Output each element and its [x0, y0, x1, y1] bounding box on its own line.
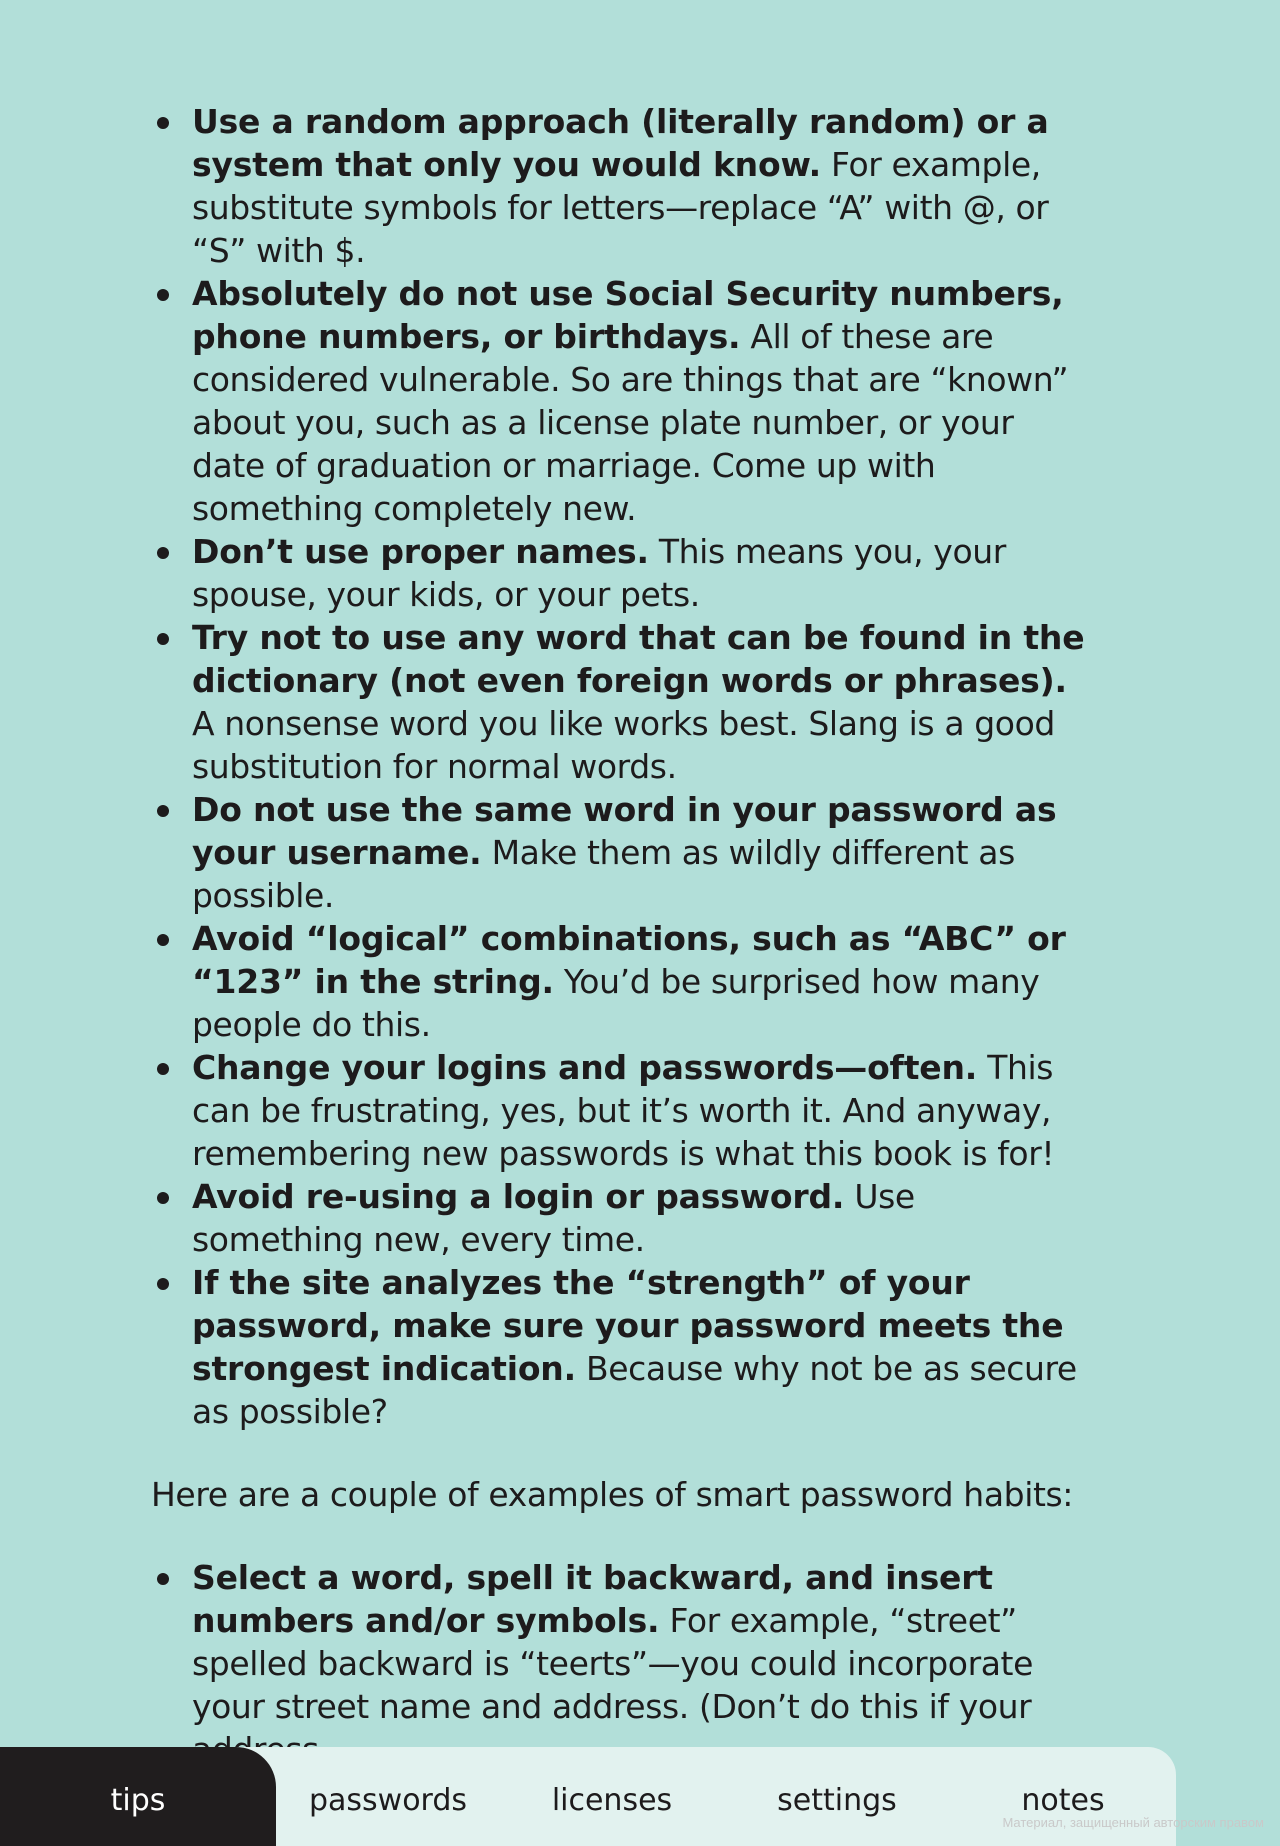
tip-heading: Avoid re-using a login or password.: [192, 1177, 845, 1216]
list-item: [151, 917, 1091, 1046]
list-item: [151, 100, 1091, 272]
list-item: [151, 1261, 1091, 1433]
bullet-icon: [157, 1573, 169, 1585]
list-item: [151, 1175, 1091, 1261]
tip-heading: Do not use the same word in your password as your username.: [192, 790, 1057, 872]
example-text: For example, “street” spelled backward is “teerts”—you could incorporate your street name and address. (Don’t do this if your: [192, 1601, 1033, 1726]
tip-heading: Don’t use proper names.: [192, 532, 649, 571]
tab-licenses[interactable]: licenses: [551, 1783, 673, 1818]
bullet-icon: [157, 1192, 169, 1204]
tip-heading: Avoid “logical” combinations, such as “ABC” or “123” in the string.: [192, 919, 1066, 1001]
list-item: [151, 1046, 1091, 1175]
tip-text: Use something new, every time.: [192, 1177, 915, 1259]
tip-heading: Change your logins and passwords—often.: [192, 1048, 978, 1087]
list-item: [151, 530, 1091, 616]
bullet-icon: [157, 1063, 169, 1075]
tab-notes[interactable]: notes: [1021, 1783, 1105, 1818]
bullet-icon: [157, 117, 169, 129]
tip-heading: Try not to use any word that can be found in the dictionary (not even foreign words or phrases).: [192, 618, 1085, 700]
examples-list: [151, 1556, 1091, 1771]
tab-settings[interactable]: settings: [777, 1783, 897, 1818]
examples-intro: Here are a couple of examples of smart password habits:: [151, 1475, 1074, 1514]
bullet-icon: [157, 934, 169, 946]
list-item: [151, 616, 1091, 788]
tip-text: For example, substitute symbols for letters—replace “A” with @, or “S” with $.: [192, 145, 1049, 270]
copyright-watermark: Материал, защищенный авторским правом: [1002, 1815, 1264, 1830]
list-item: [151, 788, 1091, 917]
section-tab-bar: [0, 1747, 1176, 1846]
example-heading: Select a word, spell it backward, and insert numbers and/or symbols.: [192, 1558, 993, 1640]
list-item: [151, 1556, 1091, 1771]
tab-tips[interactable]: tips: [0, 1747, 276, 1846]
tips-list: [151, 100, 1091, 1433]
tip-text: All of these are considered vulnerable. So are things that are “known” about you, such as a license plate number, or your date of graduation or marriage. Come up with something completely new.: [192, 317, 1069, 528]
bullet-icon: [157, 547, 169, 559]
bullet-icon: [157, 805, 169, 817]
tip-text: Because why not be as secure as possible?: [192, 1349, 1077, 1431]
tip-heading: If the site analyzes the “strength” of your password, make sure your password meets the strongest indication.: [192, 1263, 1064, 1388]
tip-text: Make them as wildly different as possible.: [192, 833, 1015, 915]
bullet-icon: [157, 1278, 169, 1290]
tip-text: This can be frustrating, yes, but it’s worth it. And anyway, remembering new passwords is what this book is for!: [192, 1048, 1055, 1173]
tip-text: You’d be surprised how many people do this.: [192, 962, 1040, 1044]
bullet-icon: [157, 289, 169, 301]
page-content: [151, 100, 1091, 1771]
list-item: [151, 272, 1091, 530]
tab-passwords[interactable]: passwords: [308, 1783, 468, 1818]
tip-heading: Use a random approach (literally random) or a system that only you would know.: [192, 102, 1049, 184]
tip-text: This means you, your spouse, your kids, or your pets.: [192, 532, 1006, 614]
bullet-icon: [157, 633, 169, 645]
tip-text: A nonsense word you like works best. Slang is a good substitution for normal words.: [192, 704, 1055, 786]
tip-heading: Absolutely do not use Social Security numbers, phone numbers, or birthdays.: [192, 274, 1064, 356]
